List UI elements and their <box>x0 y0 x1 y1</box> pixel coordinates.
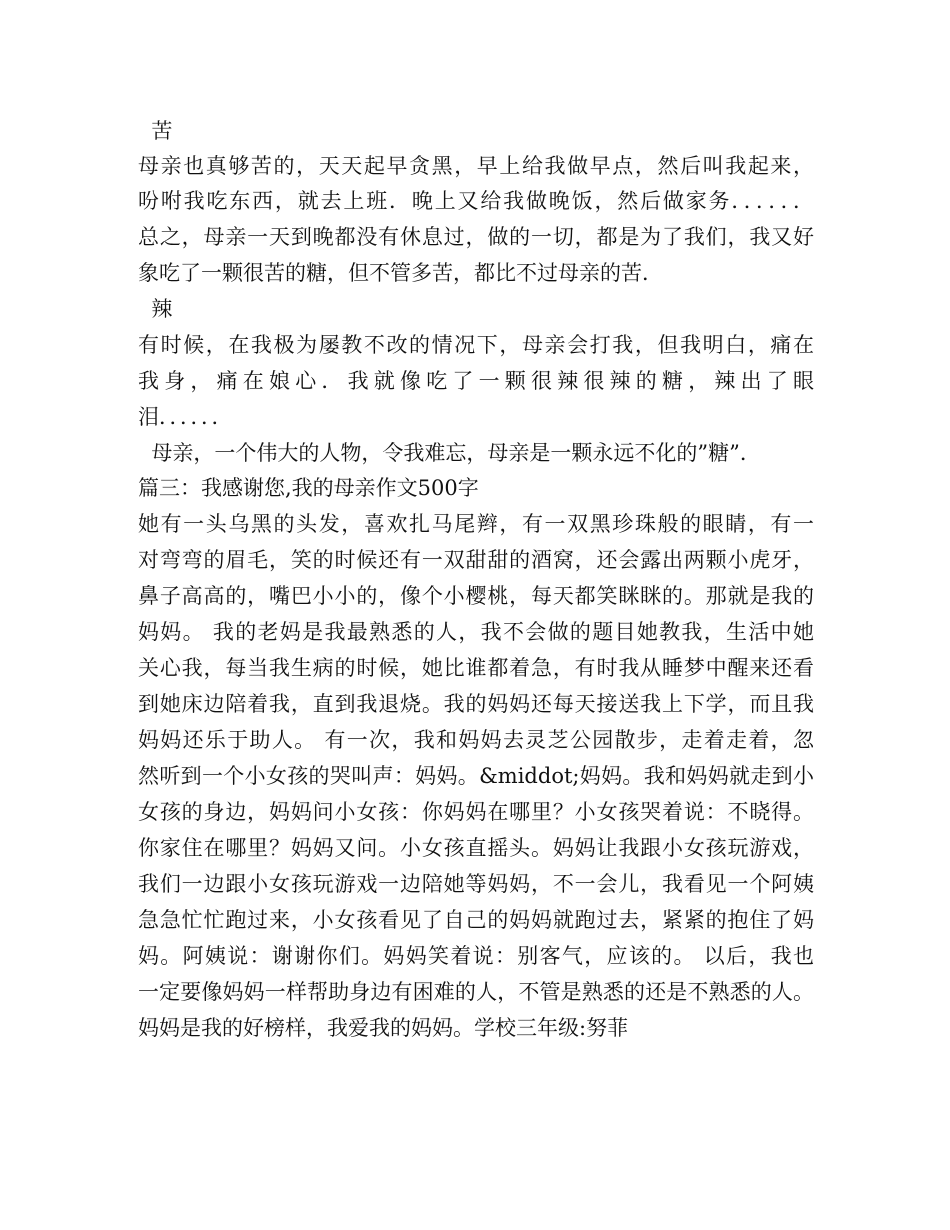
paragraph-line: 女孩的身边，妈妈问小女孩：你妈妈在哪里？小女孩哭着说：不晓得。 <box>138 800 814 824</box>
paragraph-line: 然听到一个小女孩的哭叫声：妈妈。&middot;妈妈。我和妈妈就走到小 <box>138 764 814 788</box>
paragraph-line: 妈妈还乐于助人。 有一次，我和妈妈去灵芝公园散步，走着走着，忽 <box>138 728 814 752</box>
paragraph-line: 我们一边跟小女孩玩游戏一边陪她等妈妈，不一会儿，我看见一个阿姨 <box>138 872 814 896</box>
section-heading-spicy: 辣 <box>138 297 173 321</box>
paragraph-line: 妈。阿姨说：谢谢你们。妈妈笑着说：别客气，应该的。 以后，我也 <box>138 944 814 968</box>
paragraph-line: 总之，母亲一天到晚都没有休息过，做的一切，都是为了我们，我又好 <box>138 225 814 249</box>
paragraph-line: 到她床边陪着我，直到我退烧。我的妈妈还每天接送我上下学，而且我 <box>138 692 814 716</box>
paragraph-line: 吩咐我吃东西，就去上班．晚上又给我做晚饭，然后做家务．．．．．． <box>138 189 814 213</box>
article-title: 篇三：我感谢您,我的母亲作文500字 <box>138 476 479 500</box>
paragraph-line: 急急忙忙跑过来，小女孩看见了自己的妈妈就跑过去，紧紧的抱住了妈 <box>138 908 814 932</box>
paragraph-line: 泪．．．．．． <box>138 405 233 429</box>
paragraph-line: 母亲，一个伟大的人物，令我难忘，母亲是一颗永远不化的”糖”． <box>138 441 761 465</box>
paragraph-line: 母亲也真够苦的，天天起早贪黑，早上给我做早点，然后叫我起来， <box>138 154 814 178</box>
paragraph-line: 你家住在哪里？妈妈又问。小女孩直摇头。妈妈让我跟小女孩玩游戏， <box>138 836 814 860</box>
paragraph-line: 象吃了一颗很苦的糖，但不管多苦，都比不过母亲的苦． <box>138 261 663 285</box>
paragraph-line: 一定要像妈妈一样帮助身边有困难的人，不管是熟悉的还是不熟悉的人。 <box>138 980 814 1004</box>
section-heading-bitter: 苦 <box>138 119 173 143</box>
paragraph-line: 有时候，在我极为屡教不改的情况下，母亲会打我，但我明白，痛在 <box>138 333 814 357</box>
paragraph-line: 妈妈是我的好榜样，我爱我的妈妈。学校三年级:努菲 <box>138 1016 629 1040</box>
paragraph-line: 鼻子高高的，嘴巴小小的，像个小樱桃，每天都笑眯眯的。那就是我的 <box>138 584 814 608</box>
paragraph-line: 妈妈。 我的老妈是我最熟悉的人，我不会做的题目她教我，生活中她 <box>138 620 814 644</box>
paragraph-line: 我身，痛在娘心．我就像吃了一颗很辣很辣的糖，辣出了眼 <box>138 369 814 393</box>
paragraph-line: 她有一头乌黑的头发，喜欢扎马尾辫，有一双黑珍珠般的眼睛，有一 <box>138 512 814 536</box>
paragraph-line: 对弯弯的眉毛，笑的时候还有一双甜甜的酒窝，还会露出两颗小虎牙， <box>138 548 814 572</box>
paragraph-line: 关心我，每当我生病的时候，她比谁都着急，有时我从睡梦中醒来还看 <box>138 656 814 680</box>
